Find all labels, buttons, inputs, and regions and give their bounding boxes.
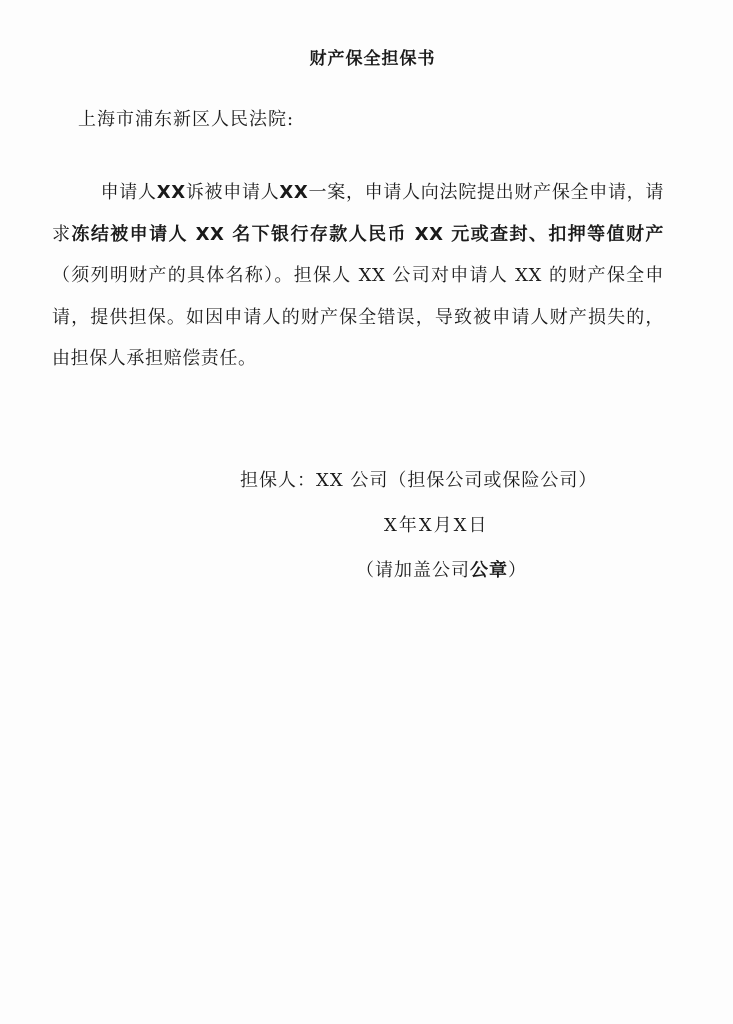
body-paragraph bbox=[52, 172, 664, 380]
body-text-part1: 申请人 bbox=[100, 182, 157, 203]
body-text-part2: 诉被申请人 bbox=[185, 182, 280, 203]
body-text-part4: （须列明财产的具体名称）。担保人 XX 公司对申请人 XX 的财产保全申请，提供担保。如因申请人的财产保全错误，导致被申请人财产损失的，由担保人承担赔偿责任。 bbox=[52, 265, 664, 369]
seal-note bbox=[356, 556, 527, 582]
guarantor-signature-line: 担保人：XX 公司（担保公司或保险公司） bbox=[240, 470, 598, 491]
seal-note-suffix: ） bbox=[508, 560, 527, 581]
preservation-request: 冻结被申请人 XX 名下银行存款人民币 XX 元或查封、扣押等值财产 bbox=[71, 223, 664, 245]
addressee: 上海市浦东新区人民法院: bbox=[78, 109, 295, 130]
signature-date: X年X月X日 bbox=[384, 515, 489, 536]
body-text-part3: 一案，申请人向法院提出财产保全申请，请求 bbox=[52, 182, 664, 245]
document-title: 财产保全担保书 bbox=[309, 49, 436, 69]
respondent-placeholder: XX bbox=[279, 182, 309, 203]
seal-note-bold: 公章 bbox=[470, 560, 508, 581]
applicant-placeholder: XX bbox=[156, 182, 186, 203]
seal-note-prefix: （请加盖公司 bbox=[356, 560, 470, 581]
